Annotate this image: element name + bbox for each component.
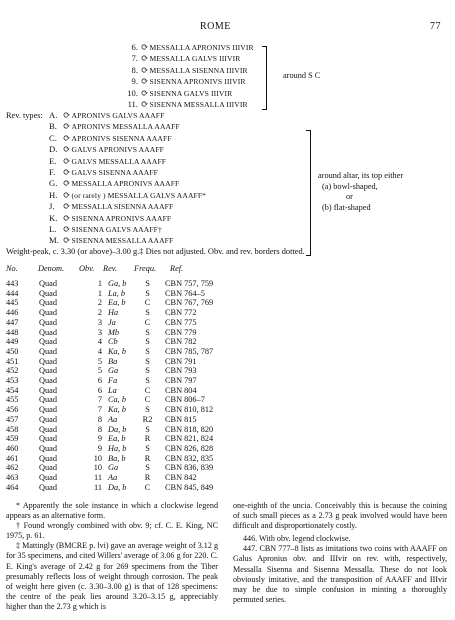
col-header-frequ: Frequ. <box>134 264 157 273</box>
altar-note-line: or <box>346 192 353 202</box>
altar-note-line: (a) bowl-shaped, <box>322 181 378 191</box>
cell-denom: Quad <box>39 346 57 356</box>
legend-number: 6. <box>131 42 138 52</box>
legend-text: MESSALLA SISENNA IIIVIR <box>149 65 248 75</box>
clockwise-arrow-icon: ⟳ <box>63 189 71 200</box>
table-row <box>6 318 285 328</box>
type-letter: H. <box>49 189 58 200</box>
cell-no: 448 <box>6 327 19 337</box>
type-text: SISENNA GALVS AAAFF† <box>71 225 162 235</box>
cell-no: 449 <box>6 337 19 347</box>
table-row <box>6 473 285 483</box>
clockwise-arrow-icon: ⟳ <box>63 224 71 235</box>
cell-frequ: S <box>145 346 150 356</box>
cell-denom: Quad <box>39 279 57 288</box>
cell-rev: Ba, b <box>108 453 126 463</box>
cell-rev: Cb <box>108 337 118 347</box>
cell-obv: 7 <box>97 405 102 415</box>
cell-no: 445 <box>6 298 19 308</box>
cell-no: 443 <box>6 279 19 288</box>
type-text: SISENNA APRONIVS AAAFF <box>71 213 172 223</box>
cell-obv: 1 <box>97 279 102 288</box>
type-letter: B. <box>49 121 57 132</box>
type-letter: E. <box>49 155 57 166</box>
table-row <box>6 405 285 415</box>
cell-ref: CBN 804 <box>165 385 197 395</box>
type-letter: J. <box>49 201 55 212</box>
cell-rev: Ea, b <box>108 298 126 308</box>
table-row <box>6 308 285 318</box>
cell-ref: CBN 806–7 <box>165 395 205 405</box>
clockwise-arrow-icon: ⟳ <box>63 144 71 155</box>
cell-obv: 1 <box>97 288 102 298</box>
legend-number: 7. <box>131 53 138 64</box>
around-sc-label: around S C <box>283 71 321 80</box>
footnotes-right <box>233 501 447 605</box>
coin-table <box>6 279 285 492</box>
cell-denom: Quad <box>39 405 57 415</box>
type-letter: A. <box>49 110 58 120</box>
cell-obv: 6 <box>97 385 102 395</box>
cell-frequ: S <box>145 356 150 366</box>
cell-frequ: S <box>145 405 150 415</box>
cell-ref: CBN 797 <box>165 376 197 386</box>
reverse-type-item <box>49 235 206 246</box>
cell-ref: CBN 764–5 <box>165 288 205 298</box>
cell-rev: Ga <box>108 366 119 376</box>
running-title: ROME <box>200 21 231 32</box>
cell-denom: Quad <box>39 463 57 473</box>
cell-obv: 4 <box>97 337 102 347</box>
table-row <box>6 376 285 386</box>
cell-rev: La, b <box>108 288 126 298</box>
rev-types-label: Rev. types: <box>6 111 43 120</box>
cell-obv: 11 <box>94 473 102 483</box>
legend-text: MESSALLA GALVS IIIVIR <box>149 54 241 64</box>
cell-denom: Quad <box>39 385 57 395</box>
cell-denom: Quad <box>39 308 57 318</box>
table-row <box>6 357 285 367</box>
footnote: * Apparently the sole instance in which a clockwise legend appears as an alternative form. <box>6 501 218 521</box>
table-row <box>6 386 285 396</box>
cell-no: 456 <box>6 405 19 415</box>
table-row <box>6 415 285 425</box>
cell-denom: Quad <box>39 414 57 424</box>
cell-no: 460 <box>6 443 19 453</box>
cell-no: 450 <box>6 346 19 356</box>
table-row <box>6 444 285 454</box>
cell-denom: Quad <box>39 298 57 308</box>
legend-number: 9. <box>131 76 138 87</box>
cell-no: 462 <box>6 463 19 473</box>
cell-obv: 8 <box>97 414 102 424</box>
clockwise-arrow-icon: ⟳ <box>63 212 71 223</box>
type-letter: K. <box>49 212 58 223</box>
cell-frequ: S <box>145 424 150 434</box>
clockwise-arrow-icon: ⟳ <box>141 87 149 98</box>
cell-no: 458 <box>6 424 19 434</box>
type-text: MESSALLA SISENNA AAAFF <box>71 202 174 212</box>
weight-note: Weight-peak, c. 3.30 (or above)–3.00 g.‡ Dies not adjusted. Obv. and rev. borders dotted. <box>6 247 305 256</box>
reverse-type-item <box>49 133 206 144</box>
cell-ref: CBN 815 <box>165 414 197 424</box>
legend-text: SISENNA GALVS IIIVIR <box>149 88 233 98</box>
cell-frequ: R <box>144 473 151 483</box>
cell-denom: Quad <box>39 473 57 483</box>
reverse-brace <box>306 130 311 256</box>
reverse-type-item <box>49 224 206 235</box>
legend-text: SISENNA MESSALLA IIIVIR <box>149 100 248 110</box>
cell-no: 452 <box>6 366 19 376</box>
cell-obv: 5 <box>97 366 102 376</box>
reverse-types-list <box>49 110 206 247</box>
cell-rev: Ha <box>108 308 119 318</box>
cell-rev: Mb <box>108 327 120 337</box>
cell-denom: Quad <box>39 424 57 434</box>
cell-frequ: S <box>145 376 150 386</box>
cell-obv: 10 <box>93 453 102 463</box>
cell-ref: CBN 757, 759 <box>165 279 214 288</box>
cell-ref: CBN 793 <box>165 366 197 376</box>
cell-ref: CBN 775 <box>165 317 197 327</box>
cell-ref: CBN 832, 835 <box>165 453 214 463</box>
cell-obv: 3 <box>97 317 102 327</box>
type-text: MESSALLA APRONIVS AAAFF <box>71 179 180 189</box>
col-header-ref: Ref. <box>170 264 184 273</box>
cell-denom: Quad <box>39 337 57 347</box>
cell-denom: Quad <box>39 395 57 405</box>
obverse-legend-item <box>114 53 254 64</box>
cell-obv: 7 <box>97 395 102 405</box>
type-text: SISENNA MESSALLA AAAFF <box>71 236 174 246</box>
cell-rev: Ga, b <box>108 279 127 288</box>
table-row <box>6 279 285 289</box>
cell-obv: 11 <box>94 482 102 492</box>
cell-rev: Ja <box>108 317 116 327</box>
cell-rev: Ea, b <box>108 434 126 444</box>
reverse-type-item <box>49 167 206 178</box>
cell-obv: 6 <box>97 376 102 386</box>
type-letter: M. <box>49 235 59 246</box>
cell-frequ: R <box>144 453 151 463</box>
cell-no: 447 <box>6 317 19 327</box>
cell-no: 459 <box>6 434 19 444</box>
cell-rev: Ka, b <box>108 405 126 415</box>
cell-no: 454 <box>6 385 19 395</box>
clockwise-arrow-icon: ⟳ <box>141 53 149 64</box>
reverse-type-item <box>49 178 206 189</box>
footnote: ‡ Mattingly (BMCRE p. lvi) gave an average weight of 3.12 g for 35 specimens, and cited Willers' average of 3.06 g for 220. C. E. King's average of 2.42 g for 269 specimens from the Tiber presumably reflects loss of weight through corrosion. The peak of weight here given (c. 3.30–3.00 g) is that of 128 specimens: the centre of the peak lies around 3.20–3.15 g, appreciably higher than the 2.73 g which is <box>6 541 218 611</box>
cell-denom: Quad <box>39 453 57 463</box>
cell-frequ: S <box>145 366 150 376</box>
cell-rev: La <box>108 385 117 395</box>
table-row <box>6 395 285 405</box>
cell-frequ: S <box>145 327 150 337</box>
cell-rev: Ga <box>108 463 119 473</box>
legend-text: MESSALLA APRONIVS IIIVIR <box>149 43 254 52</box>
legend-text: SISENNA APRONIVS IIIVIR <box>149 77 246 87</box>
cell-denom: Quad <box>39 317 57 327</box>
cell-ref: CBN 785, 787 <box>165 346 214 356</box>
table-row <box>6 425 285 435</box>
cell-ref: CBN 791 <box>165 356 197 366</box>
obverse-legends <box>114 42 254 110</box>
obverse-legend-item <box>114 76 254 87</box>
cell-ref: CBN 782 <box>165 337 197 347</box>
obverse-legend-item <box>114 88 254 99</box>
cell-obv: 4 <box>97 346 102 356</box>
note-paragraph: 447. CBN 777–8 lists as imitations two coins with AAAFF on Galus Apronius obv. and IIIvir on rev. with, respectively, Messalla Sisenna and Sisenna Messalla. These do not look obviously imitative, and the transposition of AAAFF and IIIvir may be due to simple confusion in minting a thoroughly permuted series. <box>233 544 447 604</box>
table-row <box>6 463 285 473</box>
col-header-rev: Rev. <box>103 264 117 273</box>
cell-frequ: C <box>144 385 151 395</box>
cell-ref: CBN 818, 820 <box>165 424 214 434</box>
cell-obv: 2 <box>97 308 102 318</box>
obverse-legend-item <box>114 65 254 76</box>
reverse-type-item <box>49 121 206 132</box>
cell-frequ: C <box>144 395 151 405</box>
col-header-obv: Obv. <box>79 264 95 273</box>
reverse-type-item <box>49 190 206 201</box>
cell-no: 451 <box>6 356 19 366</box>
reverse-type-item <box>49 213 206 224</box>
cell-frequ: S <box>145 279 150 288</box>
type-text: GALVS APRONIVS AAAFF <box>71 145 164 155</box>
cell-denom: Quad <box>39 434 57 444</box>
type-letter: G. <box>49 178 58 189</box>
cell-frequ: S <box>145 463 150 473</box>
clockwise-arrow-icon: ⟳ <box>141 76 149 87</box>
reverse-type-item <box>49 156 206 167</box>
cell-frequ: R2 <box>142 414 153 424</box>
col-header-denom: Denom. <box>38 264 65 273</box>
cell-denom: Quad <box>39 366 57 376</box>
cell-rev: Ca, b <box>108 395 126 405</box>
cell-obv: 5 <box>97 356 102 366</box>
cell-no: 446 <box>6 308 19 318</box>
legend-number: 11. <box>127 99 138 110</box>
clockwise-arrow-icon: ⟳ <box>141 99 149 110</box>
table-row <box>6 347 285 357</box>
clockwise-arrow-icon: ⟳ <box>141 42 149 52</box>
cell-denom: Quad <box>39 443 57 453</box>
legend-number: 10. <box>127 87 138 98</box>
cell-obv: 3 <box>97 327 102 337</box>
cell-frequ: S <box>145 337 150 347</box>
cell-no: 455 <box>6 395 19 405</box>
clockwise-arrow-icon: ⟳ <box>63 121 71 132</box>
clockwise-arrow-icon: ⟳ <box>63 178 71 189</box>
cell-no: 457 <box>6 414 19 424</box>
cell-frequ: S <box>145 308 150 318</box>
table-row <box>6 454 285 464</box>
clockwise-arrow-icon: ⟳ <box>63 235 71 246</box>
cell-no: 461 <box>6 453 19 463</box>
cell-ref: CBN 772 <box>165 308 197 318</box>
altar-note <box>318 171 403 213</box>
cell-ref: CBN 836, 839 <box>165 463 214 473</box>
cell-no: 453 <box>6 376 19 386</box>
type-text: APRONIVS GALVS AAAFF <box>71 111 165 120</box>
cell-frequ: C <box>144 298 151 308</box>
clockwise-arrow-icon: ⟳ <box>63 155 71 166</box>
cell-ref: CBN 842 <box>165 473 197 483</box>
cell-denom: Quad <box>39 327 57 337</box>
obverse-brace <box>262 46 267 110</box>
cell-rev: Aa <box>108 473 118 483</box>
cell-rev: Da, b <box>108 482 127 492</box>
legend-number: 8. <box>131 64 138 75</box>
cell-frequ: S <box>145 288 150 298</box>
cell-ref: CBN 779 <box>165 327 197 337</box>
cell-obv: 2 <box>97 298 102 308</box>
cell-ref: CBN 767, 769 <box>165 298 214 308</box>
type-letter: F. <box>49 167 56 178</box>
clockwise-arrow-icon: ⟳ <box>63 132 71 143</box>
type-text: (or rarely ) MESSALLA GALVS AAAFF* <box>71 190 207 200</box>
col-header-no: No. <box>6 264 18 273</box>
note-paragraph: one-eighth of the uncia. Conceivably this is because the coining of such small pieces as a 2.73 g peak involved would have been difficult and disproportionately costly. <box>233 501 447 531</box>
altar-note-line: (b) flat-shaped <box>322 202 371 212</box>
footnotes-left <box>6 501 218 612</box>
cell-frequ: C <box>144 317 151 327</box>
cell-frequ: C <box>144 482 151 492</box>
reverse-type-item <box>49 110 206 121</box>
cell-ref: CBN 810, 812 <box>165 405 214 415</box>
cell-no: 464 <box>6 482 19 492</box>
obverse-legend-item <box>114 99 254 110</box>
cell-denom: Quad <box>39 482 57 492</box>
cell-no: 463 <box>6 473 19 483</box>
cell-no: 444 <box>6 288 19 298</box>
type-letter: C. <box>49 132 57 143</box>
obverse-legend-item <box>114 42 254 53</box>
cell-rev: Ka, b <box>108 346 126 356</box>
cell-rev: Ha, b <box>108 443 127 453</box>
footnote: † Found wrongly combined with obv. 9; cf. C. E. King, NC 1975, p. 61. <box>6 521 218 541</box>
page-number: 77 <box>430 21 441 32</box>
cell-obv: 8 <box>97 424 102 434</box>
cell-rev: Aa <box>108 414 118 424</box>
reverse-type-item <box>49 201 206 212</box>
type-text: APRONIVS SISENNA AAAFF <box>71 133 172 143</box>
type-letter: D. <box>49 144 58 155</box>
clockwise-arrow-icon: ⟳ <box>141 64 149 75</box>
type-text: APRONIVS MESSALLA AAAFF <box>71 122 180 132</box>
type-letter: L. <box>49 224 57 235</box>
table-row <box>6 483 285 493</box>
note-paragraph: 446. With obv. legend clockwise. <box>243 534 351 544</box>
cell-denom: Quad <box>39 356 57 366</box>
table-row <box>6 337 285 347</box>
cell-rev: Ba <box>108 356 118 366</box>
table-row <box>6 289 285 299</box>
cell-denom: Quad <box>39 288 57 298</box>
cell-obv: 9 <box>97 434 102 444</box>
clockwise-arrow-icon: ⟳ <box>63 110 71 120</box>
cell-frequ: R <box>144 434 151 444</box>
table-row <box>6 434 285 444</box>
type-text: GALVS MESSALLA AAAFF <box>71 156 167 166</box>
table-row <box>6 328 285 338</box>
clockwise-arrow-icon: ⟳ <box>63 201 71 212</box>
table-row <box>6 298 285 308</box>
cell-frequ: S <box>145 443 150 453</box>
cell-ref: CBN 821, 824 <box>165 434 214 444</box>
cell-rev: Fa <box>108 376 118 386</box>
cell-ref: CBN 826, 828 <box>165 443 214 453</box>
cell-denom: Quad <box>39 376 57 386</box>
altar-note-line: around altar, its top either <box>318 171 404 180</box>
cell-obv: 9 <box>97 443 102 453</box>
table-row <box>6 366 285 376</box>
cell-obv: 10 <box>93 463 102 473</box>
cell-ref: CBN 845, 849 <box>165 482 214 492</box>
cell-rev: Da, b <box>108 424 127 434</box>
type-text: GALVS SISENNA AAAFF <box>71 168 158 178</box>
reverse-type-item <box>49 144 206 155</box>
clockwise-arrow-icon: ⟳ <box>63 167 71 178</box>
